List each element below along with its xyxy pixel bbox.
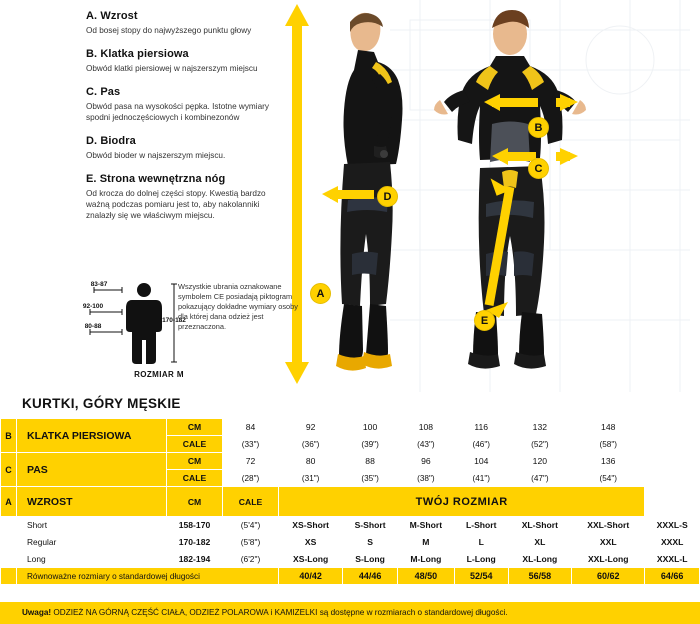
waist-cm-2: 80 bbox=[279, 453, 343, 470]
waist-in-4: (38") bbox=[397, 470, 454, 487]
unit-waist-inch: CALE bbox=[167, 470, 223, 487]
chest-cm-5: 116 bbox=[454, 419, 508, 436]
size-long-7: XXXL-L bbox=[645, 551, 700, 568]
footer-text: ODZIEŻ NA GÓRNĄ CZĘŚĆ CIAŁA, ODZIEŻ POLAROWA i KAMIZELKI są dostępne w rozmiarach o standardowej długości. bbox=[53, 608, 508, 617]
chest-in-5: (46") bbox=[454, 436, 508, 453]
waist-cm-1: 72 bbox=[223, 453, 279, 470]
size-short-5: XL-Short bbox=[508, 517, 571, 534]
size-long-2: S-Long bbox=[343, 551, 398, 568]
waist-cm-7: 136 bbox=[572, 453, 645, 470]
definition-title-a: A. Wzrost bbox=[86, 10, 138, 22]
table-row-regular bbox=[1, 534, 700, 551]
chest-in-4: (43") bbox=[397, 436, 454, 453]
height-name-long: Long bbox=[17, 551, 167, 568]
height-cm-regular: 170-182 bbox=[167, 534, 223, 551]
pictogram-label-height: 170-182 bbox=[162, 317, 186, 324]
table-row-chest-cm bbox=[1, 419, 700, 436]
size-long-6: XXL-Long bbox=[572, 551, 645, 568]
unit-chest-inch: CALE bbox=[167, 436, 223, 453]
size-short-7: XXXL-S bbox=[645, 517, 700, 534]
waist-in-5: (41") bbox=[454, 470, 508, 487]
height-inch-long: (6'2") bbox=[223, 551, 279, 568]
photo-label-e: E bbox=[474, 310, 495, 331]
definition-title-c: C. Pas bbox=[86, 86, 121, 99]
table-row-waist-cm bbox=[1, 453, 700, 470]
table-row-short bbox=[1, 517, 700, 534]
size-short-2: S-Short bbox=[343, 517, 398, 534]
chest-in-2: (36") bbox=[279, 436, 343, 453]
chest-in-7: (58") bbox=[572, 436, 645, 453]
equivalent-4: 52/54 bbox=[454, 568, 508, 585]
waist-in-7: (54") bbox=[572, 470, 645, 487]
pictogram-label-waist: 80-88 bbox=[84, 323, 102, 330]
definition-text-b: Obwód klatki piersiowej w najszerszym miejscu bbox=[86, 64, 258, 74]
size-regular-3: M bbox=[397, 534, 454, 551]
equivalent-7: 64/66 bbox=[645, 568, 700, 585]
chest-in-1: (33") bbox=[223, 436, 279, 453]
size-short-3: M-Short bbox=[397, 517, 454, 534]
height-inch-regular: (5'8") bbox=[223, 534, 279, 551]
table-row-height-header bbox=[1, 487, 700, 517]
waist-cm-5: 104 bbox=[454, 453, 508, 470]
pictogram-caption: ROZMIAR M bbox=[134, 370, 184, 379]
equivalent-3: 48/50 bbox=[397, 568, 454, 585]
waist-in-3: (35") bbox=[343, 470, 398, 487]
definition-text-c: Obwód pasa na wysokości pępka. Istotne wymiary spodni jednoczęściowych i kombinezonów bbox=[86, 102, 269, 123]
row-letter-a: A bbox=[1, 487, 17, 517]
long-spacer bbox=[1, 551, 17, 568]
short-spacer bbox=[1, 517, 17, 534]
pictogram-label-chest: 83-87 bbox=[90, 281, 108, 288]
unit-waist-cm: CM bbox=[167, 453, 223, 470]
size-regular-4: L bbox=[454, 534, 508, 551]
definition-text-e: Od krocza do dolnej części stopy. Kwestią bardzo ważną podczas pomiaru jest to, aby nakolanniki znalazły się we właściwym miejscu. bbox=[86, 189, 266, 221]
footer-note bbox=[0, 601, 700, 624]
waist-cm-4: 96 bbox=[397, 453, 454, 470]
chest-cm-4: 108 bbox=[397, 419, 454, 436]
size-regular-1: XS bbox=[279, 534, 343, 551]
size-short-4: L-Short bbox=[454, 517, 508, 534]
equivalent-2: 44/46 bbox=[343, 568, 398, 585]
header-your-size: TWÓJ ROZMIAR bbox=[279, 487, 645, 517]
chest-cm-6: 132 bbox=[508, 419, 571, 436]
ce-pictogram-block bbox=[78, 278, 298, 386]
table-row-long bbox=[1, 551, 700, 568]
equivalent-label: Równoważne rozmiary o standardowej długości bbox=[17, 568, 279, 585]
chest-in-3: (39") bbox=[343, 436, 398, 453]
photo-label-d: D bbox=[377, 186, 398, 207]
pictogram-label-hips: 92-100 bbox=[82, 303, 104, 310]
height-cm-long: 182-194 bbox=[167, 551, 223, 568]
equiv-spacer bbox=[1, 568, 17, 585]
height-name-regular: Regular bbox=[17, 534, 167, 551]
footer-prefix: Uwaga! bbox=[22, 608, 52, 617]
waist-in-1: (28") bbox=[223, 470, 279, 487]
photo-label-c: C bbox=[528, 158, 549, 179]
measurement-definitions bbox=[86, 10, 291, 234]
height-cm-short: 158-170 bbox=[167, 517, 223, 534]
size-regular-7: XXXL bbox=[645, 534, 700, 551]
table-row-equivalent bbox=[1, 568, 700, 585]
waist-in-6: (47") bbox=[508, 470, 571, 487]
equivalent-5: 56/58 bbox=[508, 568, 571, 585]
header-unit-inch: CALE bbox=[223, 487, 279, 517]
definition-text-d: Obwód bioder w najszerszym miejscu. bbox=[86, 151, 226, 161]
chest-in-6: (52") bbox=[508, 436, 571, 453]
size-long-1: XS-Long bbox=[279, 551, 343, 568]
size-long-4: L-Long bbox=[454, 551, 508, 568]
size-long-3: M-Long bbox=[397, 551, 454, 568]
equivalent-1: 40/42 bbox=[279, 568, 343, 585]
definition-text-a: Od bosej stopy do najwyższego punktu głowy bbox=[86, 26, 252, 35]
size-table bbox=[0, 418, 700, 585]
size-short-6: XXL-Short bbox=[572, 517, 645, 534]
waist-in-2: (31") bbox=[279, 470, 343, 487]
chest-cm-3: 100 bbox=[343, 419, 398, 436]
size-regular-5: XL bbox=[508, 534, 571, 551]
regular-spacer bbox=[1, 534, 17, 551]
definition-title-b: B. Klatka piersiowa bbox=[86, 48, 189, 61]
row-label-chest: KLATKA PIERSIOWA bbox=[17, 419, 167, 453]
height-name-short: Short bbox=[17, 517, 167, 534]
size-long-5: XL-Long bbox=[508, 551, 571, 568]
chest-cm-2: 92 bbox=[279, 419, 343, 436]
unit-chest-cm: CM bbox=[167, 419, 223, 436]
row-letter-b: B bbox=[1, 419, 17, 453]
photo-label-a: A bbox=[310, 283, 331, 304]
chest-cm-7: 148 bbox=[572, 419, 645, 436]
height-inch-short: (5'4") bbox=[223, 517, 279, 534]
equivalent-6: 60/62 bbox=[572, 568, 645, 585]
waist-cm-6: 120 bbox=[508, 453, 571, 470]
row-letter-c: C bbox=[1, 453, 17, 487]
size-regular-6: XXL bbox=[572, 534, 645, 551]
size-regular-2: S bbox=[343, 534, 398, 551]
pictogram-note: Wszystkie ubrania oznakowane symbolem CE posiadają piktogram pokazujący dokładne wymiary osoby dla której dana odzież jest przeznaczona. bbox=[178, 282, 298, 331]
size-short-1: XS-Short bbox=[279, 517, 343, 534]
photo-label-b: B bbox=[528, 117, 549, 138]
definition-title-e: E. Strona wewnętrzna nóg bbox=[86, 173, 226, 186]
waist-cm-3: 88 bbox=[343, 453, 398, 470]
definition-title-d: D. Biodra bbox=[86, 135, 136, 148]
chart-title: KURTKI, GÓRY MĘSKIE bbox=[22, 396, 181, 411]
header-unit-cm: CM bbox=[167, 487, 223, 517]
chest-cm-1: 84 bbox=[223, 419, 279, 436]
row-label-height: WZROST bbox=[17, 487, 167, 517]
row-label-waist: PAS bbox=[17, 453, 167, 487]
